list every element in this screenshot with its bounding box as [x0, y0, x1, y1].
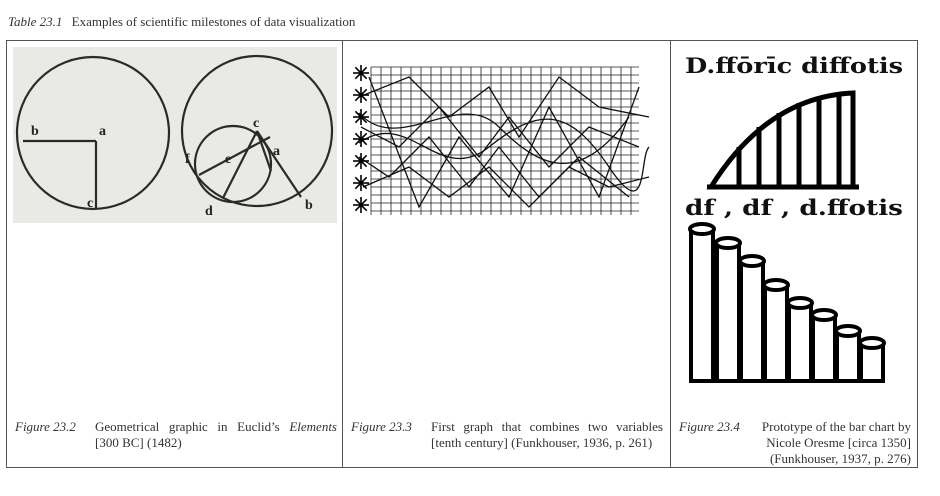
oresme-bar-cap — [716, 238, 740, 248]
oresme-bar-cap — [788, 298, 812, 308]
figure-caption-23-2 — [15, 419, 337, 451]
oresme-bar — [691, 229, 713, 381]
oresme-bar-cap — [690, 224, 714, 234]
star-icon — [355, 117, 361, 123]
oresme-bar-cap — [836, 326, 860, 336]
star-icon — [361, 67, 367, 73]
figure-caption-text: First graph that combines two variables [tenth century] (Funkhouser, 1936, p. 261) — [431, 419, 663, 450]
oresme-figure-image — [677, 47, 911, 387]
milestones-table — [6, 40, 918, 468]
glyph-d: d — [205, 204, 213, 219]
figure-label: Figure 23.3 — [351, 419, 412, 434]
oresme-heading-mid: df , df , d.ffotis — [685, 195, 903, 220]
graph-curve — [369, 77, 639, 207]
glyph-c1: c — [87, 196, 94, 211]
figure-caption-text: Prototype of the bar chart by Nicole Oresme [circa 1350] (Funkhouser, 1937, p. 276) — [761, 419, 911, 466]
star-icon — [361, 111, 367, 117]
oresme-arc — [711, 93, 853, 187]
star-icon — [361, 73, 367, 79]
caption-emphasis: Elements — [289, 419, 337, 434]
oresme-bar — [837, 331, 859, 381]
oresme-bar-cap — [860, 338, 884, 348]
table-cell-graph — [343, 41, 671, 467]
oresme-bar-cap — [740, 256, 764, 266]
figure-caption-text — [95, 419, 337, 451]
oresme-bar-cap — [764, 280, 788, 290]
oresme-bar — [789, 303, 811, 381]
oresme-heading-top: D.ffōrīc diffotis — [685, 53, 903, 78]
figure-caption-23-3 — [351, 419, 663, 451]
oresme-top-chart — [707, 93, 859, 187]
glyph-b2: b — [305, 198, 313, 213]
figure-label: Figure 23.4 — [679, 419, 740, 434]
star-icon — [355, 199, 361, 205]
star-icon — [361, 199, 367, 205]
table-cell-oresme — [671, 41, 917, 467]
star-icon — [355, 177, 361, 183]
table-title: Examples of scientific milestones of data visualization — [71, 14, 356, 29]
star-icon — [355, 205, 361, 211]
euclid-figure-image — [13, 47, 337, 223]
glyph-a1: a — [99, 124, 106, 139]
oresme-bottom-chart — [690, 224, 884, 381]
glyph-a2: a — [273, 144, 280, 159]
star-icon — [355, 161, 361, 167]
table-cell-euclid — [7, 41, 343, 467]
oresme-bar — [813, 315, 835, 381]
figure-label: Figure 23.2 — [15, 419, 76, 434]
caption-part: [300 BC] (1482) — [95, 435, 182, 450]
glyph-e: e — [225, 152, 232, 167]
glyph-c2: c — [253, 116, 260, 131]
oresme-bar-cap — [812, 310, 836, 320]
glyph-f: f — [185, 152, 190, 167]
star-icon — [361, 95, 367, 101]
oresme-bar — [717, 243, 739, 381]
star-icon — [361, 177, 367, 183]
star-icon — [361, 205, 367, 211]
star-icon — [355, 73, 361, 79]
glyph-b1: b — [31, 124, 39, 139]
figure-caption-23-4 — [679, 419, 911, 467]
star-icon — [355, 95, 361, 101]
star-icon — [355, 183, 361, 189]
caption-part: Geometrical graphic in Euclid’s — [95, 419, 290, 434]
oresme-bar — [741, 261, 763, 381]
tenth-century-graph-image — [349, 47, 665, 223]
graph-svg — [349, 47, 665, 223]
star-icon — [355, 89, 361, 95]
table-label: Table 23.1 — [8, 14, 63, 29]
table-caption — [8, 14, 355, 30]
oresme-bar — [765, 285, 787, 381]
star-icon — [355, 67, 361, 73]
star-icon — [355, 133, 361, 139]
